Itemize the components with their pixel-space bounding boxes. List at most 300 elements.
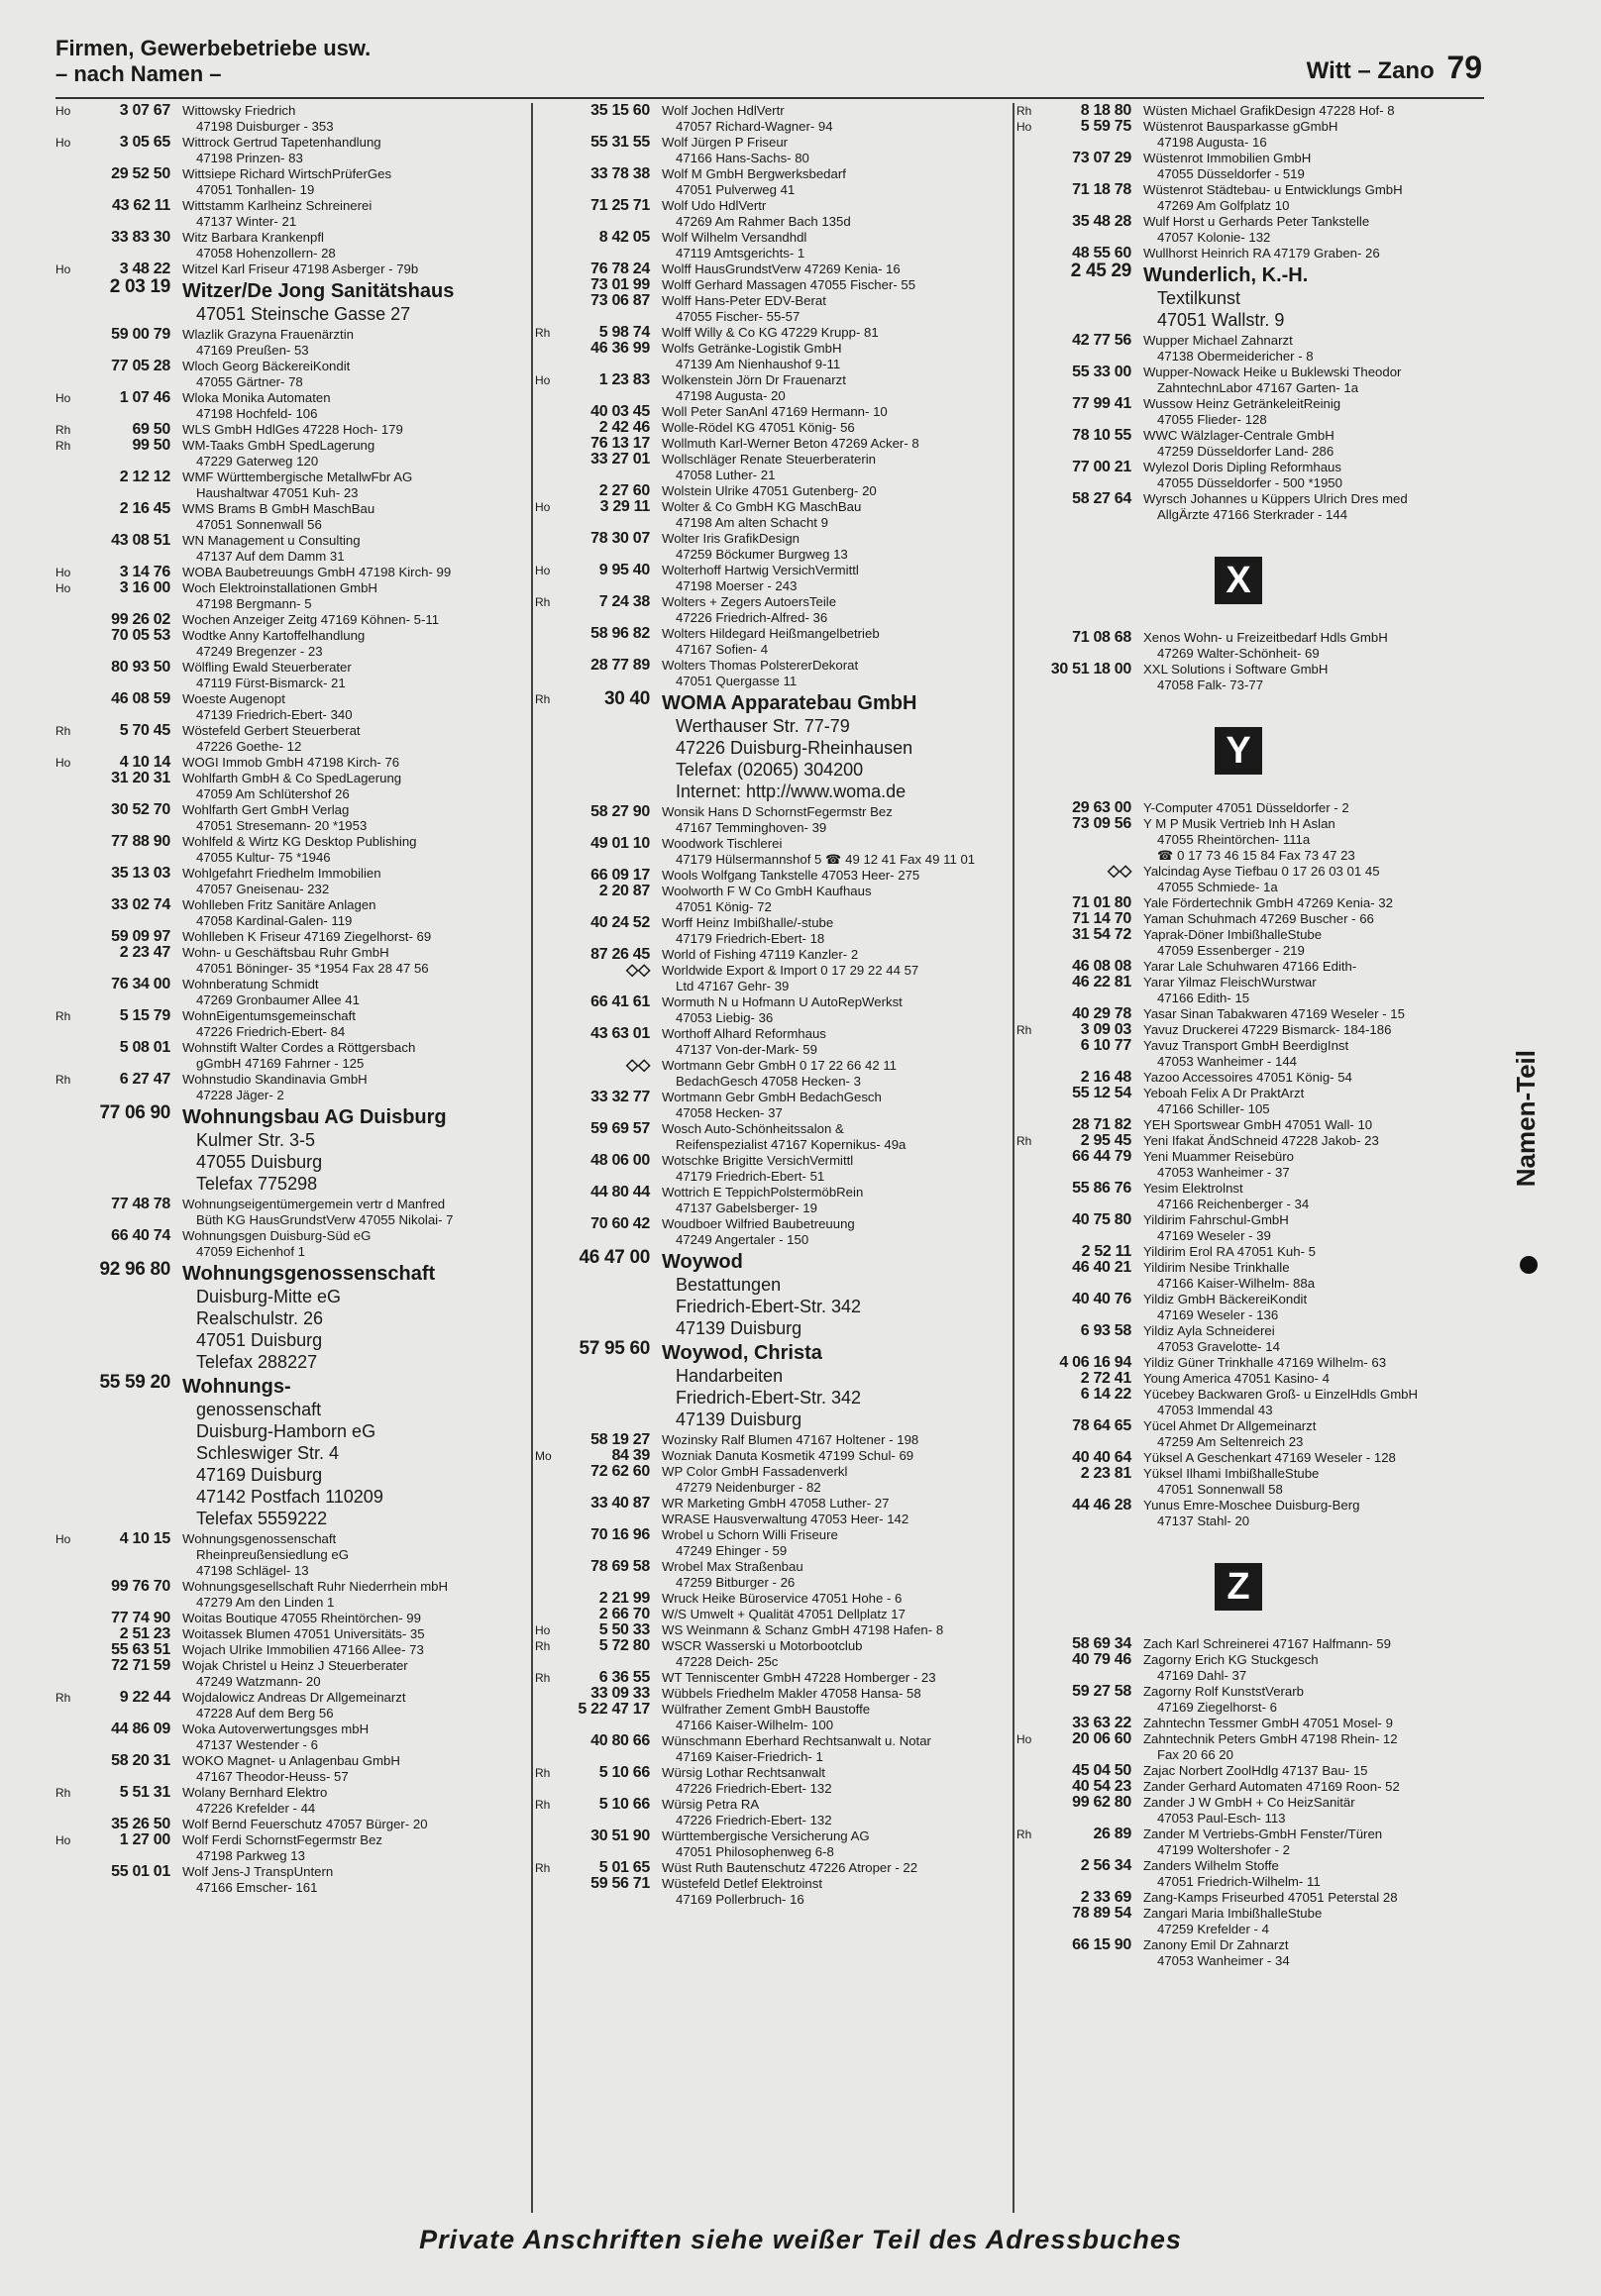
directory-entry [55, 834, 531, 866]
directory-entry [1016, 1652, 1482, 1684]
district-code: Rh [55, 724, 71, 738]
entry-text [1143, 428, 1482, 460]
entry-name: WMF Württembergische MetallwFbr AG [182, 470, 413, 484]
entry-address: Friedrich-Ebert-Str. 342 [676, 1297, 862, 1316]
entry-name: Zagorny Erich KG Stuckgesch [1143, 1652, 1319, 1667]
directory-entry [1016, 1212, 1482, 1244]
entry-name: Wolter & Co GmbH KG MaschBau [662, 499, 862, 514]
entry-text [182, 1197, 531, 1228]
entry-text [1143, 1117, 1482, 1133]
entry-text [182, 390, 531, 422]
entry-name: Yildiz Ayla Schneiderei [1143, 1323, 1275, 1338]
directory-entry [1016, 630, 1482, 662]
entry-name: Zahntechn Tessmer GmbH 47051 Mosel- 9 [1143, 1716, 1393, 1730]
entry-text [662, 1860, 1011, 1876]
entry-address: 47167 Temminghoven- 39 [676, 820, 827, 835]
entry-text [182, 977, 531, 1008]
entry-text [182, 1072, 531, 1103]
entry-text [1143, 975, 1482, 1006]
entry-address: 47055 Düsseldorfer - 500 *1950 [1157, 475, 1342, 490]
phone-number: 5 22 47 17 [578, 1701, 650, 1718]
entry-name: Yüksel A Geschenkart 47169 Weseler - 128 [1143, 1450, 1396, 1465]
directory-entry [535, 499, 1011, 531]
phone-number: 2 45 29 [1070, 261, 1131, 281]
directory-entry [535, 594, 1011, 626]
phone-number: 33 63 22 [1072, 1715, 1131, 1731]
directory-entry [55, 261, 531, 277]
directory-entry [1016, 1181, 1482, 1212]
entry-address: Reifenspezialist 47167 Kopernikus- 49a [676, 1137, 907, 1152]
phone-number: 26 89 [1093, 1826, 1131, 1842]
entry-address: 47249 Bregenzer - 23 [196, 644, 323, 659]
entry-name: WOMA Apparatebau GmbH [662, 692, 917, 714]
phone-number: 2 56 34 [1080, 1857, 1131, 1874]
phone-number: 2 23 81 [1080, 1465, 1131, 1482]
entry-name: WSCR Wasserski u Motorbootclub [662, 1638, 863, 1653]
entry-address: 47226 Friedrich-Ebert- 84 [196, 1024, 346, 1039]
phone-number: 78 64 65 [1072, 1417, 1131, 1434]
phone-number: 71 18 78 [1072, 181, 1131, 198]
directory-entry [535, 1496, 1011, 1512]
entry-name: Wohlfarth Gert GmbH Verlag [182, 802, 350, 817]
phone-number: 55 01 01 [111, 1863, 170, 1880]
directory-entry [55, 565, 531, 580]
directory-entry [55, 929, 531, 945]
directory-entry [535, 1702, 1011, 1733]
entry-text [1143, 662, 1482, 693]
district-code: Rh [55, 1073, 71, 1087]
entry-name: YEH Sportswear GmbH 47051 Wall- 10 [1143, 1117, 1373, 1132]
entry-address: 47226 Duisburg-Rheinhausen [676, 738, 913, 758]
entry-name: Wüst Ruth Bautenschutz 47226 Atroper - 22 [662, 1860, 918, 1875]
directory-entry [535, 1090, 1011, 1121]
entry-text [662, 198, 1011, 230]
district-code: Rh [535, 1671, 551, 1685]
entry-name: Wylezol Doris Dipling Reformhaus [1143, 460, 1341, 474]
phone-number: 59 69 57 [590, 1120, 650, 1137]
entry-name: WOBA Baubetreuungs GmbH 47198 Kirch- 99 [182, 565, 452, 579]
directory-entry [1016, 1795, 1482, 1826]
phone-number: 69 50 [132, 421, 170, 438]
phone-number: 40 40 64 [1072, 1449, 1131, 1466]
entry-name: Yildirim Fahrschul-GmbH [1143, 1212, 1289, 1227]
entry-name: Wohlleben K Friseur 47169 Ziegelhorst- 69 [182, 929, 432, 944]
directory-entry [55, 1753, 531, 1785]
section-letter: Z [1215, 1563, 1262, 1611]
entry-text [662, 1702, 1011, 1733]
entry-name: Wolany Bernhard Elektro [182, 1785, 328, 1800]
page-number: 79 [1446, 50, 1482, 85]
phone-number: 40 24 52 [590, 914, 650, 931]
directory-entry [1016, 263, 1482, 331]
entry-name: WP Color GmbH Fassadenverkl [662, 1464, 848, 1479]
phone-number: 2 12 12 [119, 469, 170, 485]
entry-name: Wolf Ferdi SchornstFegermstr Bez [182, 1832, 383, 1847]
entry-text [182, 945, 531, 977]
entry-address: 47259 Am Seltenreich 23 [1157, 1434, 1304, 1449]
directory-entry [535, 1828, 1011, 1860]
entry-address: 47053 Liebig- 36 [676, 1010, 774, 1025]
directory-column-2 [535, 103, 1011, 2213]
directory-entry [535, 1216, 1011, 1248]
entry-text [182, 1611, 531, 1626]
directory-entry [535, 658, 1011, 689]
phone-number: 87 26 45 [590, 946, 650, 963]
entry-text [662, 804, 1011, 836]
entry-name: Wolff HausGrundstVerw 47269 Kenia- 16 [662, 261, 901, 276]
entry-address: Schleswiger Str. 4 [196, 1443, 340, 1463]
entry-text [662, 436, 1011, 452]
directory-entry [1016, 151, 1482, 182]
entry-address: 47138 Obermeidericher - 8 [1157, 349, 1314, 364]
directory-entry [535, 1670, 1011, 1686]
entry-address: 47259 Düsseldorfer Land- 286 [1157, 444, 1334, 459]
entry-name: Wohn- u Geschäftsbau Ruhr GmbH [182, 945, 389, 960]
entry-text [662, 1638, 1011, 1670]
entry-name: Wottrich E TeppichPolstermöbRein [662, 1185, 864, 1200]
district-code: Mo [535, 1449, 552, 1463]
entry-name: Wollschläger Renate Steuerberaterin [662, 452, 877, 467]
entry-address: 47139 Duisburg [676, 1318, 802, 1338]
directory-entry [1016, 1450, 1482, 1466]
phone-number: 58 69 34 [1072, 1635, 1131, 1652]
entry-name: Wotschke Brigitte VersichVermittl [662, 1153, 854, 1168]
entry-text [662, 372, 1011, 404]
entry-address: 47058 Luther- 21 [676, 468, 776, 482]
entry-text [1143, 1006, 1482, 1022]
directory-entry [535, 884, 1011, 915]
entry-name: Wozinsky Ralf Blumen 47167 Holtener - 198 [662, 1432, 919, 1447]
entry-text [662, 868, 1011, 884]
entry-name: Yaman Schuhmach 47269 Buscher - 66 [1143, 911, 1374, 926]
entry-text [182, 1105, 531, 1195]
entry-address: Ltd 47167 Gehr- 39 [676, 979, 790, 993]
entry-text [662, 1512, 1011, 1527]
entry-text [662, 277, 1011, 293]
directory-entry [1016, 460, 1482, 491]
entry-name: Wojak Christel u Heinz J Steuerberater [182, 1658, 408, 1673]
phone-number: 40 03 45 [590, 403, 650, 420]
phone-number: 30 52 70 [111, 801, 170, 818]
district-code: Ho [55, 262, 71, 276]
entry-address: 47226 Krefelder - 44 [196, 1801, 316, 1816]
phone-number: 6 10 77 [1080, 1037, 1131, 1054]
entry-text [662, 230, 1011, 261]
entry-text [1143, 1418, 1482, 1450]
entry-text [1143, 1826, 1482, 1858]
phone-number: 99 62 80 [1072, 1794, 1131, 1811]
phone-number: ◇◇ [625, 962, 650, 979]
directory-entry [1016, 1387, 1482, 1418]
entry-name: Wöstefeld Gerbert Steuerberat [182, 723, 361, 738]
phone-number: 57 95 60 [579, 1338, 650, 1359]
entry-text [1143, 1906, 1482, 1937]
entry-text [182, 755, 531, 771]
district-code: Rh [535, 326, 551, 340]
entry-name: Wolf Bernd Feuerschutz 47057 Bürger- 20 [182, 1817, 428, 1831]
entry-address: 47051 Wallstr. 9 [1157, 310, 1285, 330]
column-divider [1013, 103, 1014, 2213]
running-header-left [55, 36, 371, 87]
entry-name: Zanders Wilhelm Stoffe [1143, 1858, 1279, 1873]
entry-text [182, 565, 531, 580]
entry-text [662, 341, 1011, 372]
entry-address: Werthauser Str. 77-79 [676, 716, 850, 736]
entry-text [1143, 1212, 1482, 1244]
entry-address: 47051 Pulverweg 41 [676, 182, 796, 197]
phone-number: 76 78 24 [590, 261, 650, 277]
phone-number: 70 16 96 [590, 1526, 650, 1543]
entry-address: 47057 Gneisenau- 232 [196, 882, 330, 896]
entry-name: Wolle-Rödel KG 47051 König- 56 [662, 420, 855, 435]
entry-address: 47059 Am Schlütershof 26 [196, 786, 350, 801]
entry-address: 47166 Reichenberger - 34 [1157, 1197, 1310, 1211]
directory-entry [55, 1072, 531, 1103]
entry-name: Wupper Michael Zahnarzt [1143, 333, 1293, 348]
phone-number: 35 15 60 [590, 103, 650, 119]
entry-text [1143, 800, 1482, 816]
phone-number: 3 14 76 [119, 564, 170, 580]
header-line-1: Firmen, Gewerbebetriebe usw. [55, 36, 372, 60]
entry-address: 47166 Kaiser-Wilhelm- 100 [676, 1718, 834, 1732]
entry-name: Zang-Kamps Friseurbed 47051 Peterstal 28 [1143, 1890, 1398, 1905]
entry-address: 47053 Wanheimer - 144 [1157, 1054, 1297, 1069]
entry-text [1143, 1133, 1482, 1149]
entry-name: Witzel Karl Friseur 47198 Asberger - 79b [182, 261, 419, 276]
entry-name: Zander Gerhard Automaten 47169 Roon- 52 [1143, 1779, 1400, 1794]
entry-name: Wolff Hans-Peter EDV-Berat [662, 293, 826, 308]
entry-address: Telefax (02065) 304200 [676, 760, 864, 780]
directory-entry [55, 1579, 531, 1611]
entry-name: Wohnungsgesellschaft Ruhr Niederrhein mbH [182, 1579, 449, 1594]
entry-name: Yildirim Erol RA 47051 Kuh- 5 [1143, 1244, 1316, 1259]
directory-entry [55, 1658, 531, 1690]
phone-number: 78 69 58 [590, 1558, 650, 1575]
entry-name: Yeni Ifakat ÄndSchneid 47228 Jakob- 23 [1143, 1133, 1379, 1148]
entry-name: Wohnungsgenossenschaft [182, 1531, 337, 1546]
phone-number: 5 72 80 [598, 1637, 650, 1654]
directory-entry [535, 626, 1011, 658]
entry-name: Wolf Udo HdlVertr [662, 198, 767, 213]
entry-name: Wolf Wilhelm Versandhdl [662, 230, 807, 245]
entry-address: 47269 Walter-Schönheit- 69 [1157, 646, 1320, 661]
entry-name: Wrobel u Schorn Willi Friseure [662, 1527, 838, 1542]
entry-text [662, 915, 1011, 947]
directory-entry [535, 531, 1011, 563]
district-code: Ho [55, 104, 71, 118]
entry-name: Yüksel Ilhami ImbißhalleStube [1143, 1466, 1320, 1481]
phone-number: 77 48 78 [111, 1196, 170, 1212]
directory-entry [55, 422, 531, 438]
entry-name: Woodwork Tischlerei [662, 836, 783, 851]
entry-name: Wohlgefahrt Friedhelm Immobilien [182, 866, 381, 881]
phone-number: 76 13 17 [590, 435, 650, 452]
entry-text [1143, 1763, 1482, 1779]
district-code: Rh [1016, 104, 1032, 118]
phone-number: 84 39 [611, 1447, 650, 1464]
entry-address: 47279 Am den Linden 1 [196, 1595, 335, 1610]
entry-text [1143, 1937, 1482, 1969]
phone-number: 55 33 00 [1072, 364, 1131, 380]
directory-entry [55, 945, 531, 977]
entry-name: Zander M Vertriebs-GmbH Fenster/Türen [1143, 1826, 1383, 1841]
entry-text [182, 612, 531, 628]
entry-text [182, 533, 531, 565]
entry-text [182, 327, 531, 359]
entry-text [662, 963, 1011, 994]
directory-entry [55, 977, 531, 1008]
directory-entry [55, 1531, 531, 1579]
directory-entry [535, 1153, 1011, 1185]
entry-text [182, 261, 531, 277]
phone-number: 78 89 54 [1072, 1905, 1131, 1922]
phone-number: 31 54 72 [1072, 926, 1131, 943]
phone-number: 99 50 [132, 437, 170, 454]
directory-entry [1016, 1731, 1482, 1763]
phone-number: 2 21 99 [598, 1590, 650, 1607]
directory-entry [535, 1432, 1011, 1448]
entry-text [662, 1686, 1011, 1702]
entry-text [662, 1876, 1011, 1908]
entry-name: Wochen Anzeiger Zeitg 47169 Köhnen- 5-11 [182, 612, 440, 627]
entry-address: 47169 Weseler - 39 [1157, 1228, 1271, 1243]
directory-entry [1016, 1763, 1482, 1779]
entry-address: 47055 Duisburg [196, 1152, 323, 1172]
entry-text [1143, 1323, 1482, 1355]
entry-name: Woitas Boutique 47055 Rheintörchen- 99 [182, 1611, 421, 1625]
entry-address: 47053 Paul-Esch- 113 [1157, 1811, 1286, 1826]
phone-number: ◇◇ [1107, 863, 1131, 880]
phone-number: 55 86 76 [1072, 1180, 1131, 1197]
entry-address: Haushaltwar 47051 Kuh- 23 [196, 485, 359, 500]
entry-text [662, 166, 1011, 198]
entry-name: W/S Umwelt + Qualität 47051 Dellplatz 17 [662, 1607, 906, 1621]
entry-name: Wolters Hildegard Heißmangelbetrieb [662, 626, 880, 641]
entry-text [1143, 1260, 1482, 1292]
page-footer: Private Anschriften siehe weißer Teil des Adressbuches [419, 2225, 1182, 2254]
directory-entry [1016, 959, 1482, 975]
directory-entry [1016, 1371, 1482, 1387]
phone-number: 66 09 17 [590, 867, 650, 884]
entry-text [1143, 1244, 1482, 1260]
directory-entry [1016, 1498, 1482, 1529]
entry-text [662, 1090, 1011, 1121]
directory-entry [535, 1185, 1011, 1216]
directory-entry [55, 1642, 531, 1658]
entry-name: WMS Brams B GmbH MaschBau [182, 501, 375, 516]
phone-number: 2 03 19 [109, 276, 170, 297]
entry-name: Wüsten Michael GrafikDesign 47228 Hof- 8 [1143, 103, 1395, 118]
phone-number: 55 63 51 [111, 1641, 170, 1658]
entry-text [182, 1626, 531, 1642]
directory-entry [55, 390, 531, 422]
directory-entry [1016, 911, 1482, 927]
entry-text [1143, 1292, 1482, 1323]
entry-name: Wohnungseigentümergemein vertr d Manfred [182, 1197, 446, 1211]
directory-entry [1016, 1937, 1482, 1969]
entry-text [662, 658, 1011, 689]
entry-address: Telefax 5559222 [196, 1509, 328, 1528]
entry-name: Xenos Wohn- u Freizeitbedarf Hdls GmbH [1143, 630, 1388, 645]
entry-name: Wodtke Anny Kartoffelhandlung [182, 628, 366, 643]
entry-text [662, 135, 1011, 166]
district-code: Rh [55, 439, 71, 453]
district-code: Ho [55, 756, 71, 770]
phone-number: 28 77 89 [590, 657, 650, 674]
entry-text [1143, 1450, 1482, 1466]
phone-number: 59 27 58 [1072, 1683, 1131, 1700]
phone-number: 78 10 55 [1072, 427, 1131, 444]
phone-number: 76 34 00 [111, 976, 170, 992]
entry-address: 47055 Schmiede- 1a [1157, 880, 1278, 894]
entry-text [1143, 1858, 1482, 1890]
phone-number: 20 06 60 [1072, 1730, 1131, 1747]
phone-number: ◇◇ [625, 1057, 650, 1074]
phone-number: 29 63 00 [1072, 799, 1131, 816]
directory-entry [1016, 1086, 1482, 1117]
directory-entry [535, 166, 1011, 198]
phone-number: 35 26 50 [111, 1816, 170, 1832]
entry-text [1143, 1636, 1482, 1652]
entry-name: Worthoff Alhard Reformhaus [662, 1026, 826, 1041]
district-code: Ho [55, 391, 71, 405]
entry-text [662, 1432, 1011, 1448]
directory-entry [1016, 1418, 1482, 1450]
entry-address: Internet: http://www.woma.de [676, 782, 907, 801]
phone-number: 29 52 50 [111, 165, 170, 182]
directory-entry [1016, 1858, 1482, 1890]
entry-address: 47166 Emscher- 161 [196, 1880, 318, 1895]
phone-number: 45 04 50 [1072, 1762, 1131, 1779]
entry-text [1143, 1716, 1482, 1731]
entry-address: 47051 Friedrich-Wilhelm- 11 [1157, 1874, 1321, 1889]
directory-entry [535, 261, 1011, 277]
phone-number: 2 72 41 [1080, 1370, 1131, 1387]
directory-entry [55, 327, 531, 359]
phone-number: 66 15 90 [1072, 1936, 1131, 1953]
entry-text [182, 438, 531, 470]
entry-text [662, 452, 1011, 483]
entry-address: 47055 Rheintörchen- 111a [1157, 832, 1311, 847]
entry-address: 47249 Ehinger - 59 [676, 1543, 788, 1558]
entry-text [662, 499, 1011, 531]
entry-text [182, 1008, 531, 1040]
district-code: Rh [55, 1786, 71, 1800]
directory-entry [55, 1228, 531, 1260]
entry-text [662, 1448, 1011, 1464]
phone-number: 78 30 07 [590, 530, 650, 547]
entry-address: Büth KG HausGrundstVerw 47055 Nikolai- 7 [196, 1212, 454, 1227]
phone-number: 40 80 66 [590, 1732, 650, 1749]
entry-name: Würsig Petra RA [662, 1797, 760, 1812]
directory-entry [535, 1527, 1011, 1559]
district-code: Rh [535, 1639, 551, 1653]
phone-number: 3 07 67 [119, 103, 170, 119]
district-code: Rh [1016, 1134, 1032, 1148]
phone-number: 77 05 28 [111, 358, 170, 374]
district-code: Ho [55, 136, 71, 150]
entry-name: Zander J W GmbH + Co HeizSanitär [1143, 1795, 1355, 1810]
entry-text [1143, 1731, 1482, 1763]
entry-address: 47279 Neidenburger - 82 [676, 1480, 821, 1495]
entry-text [1143, 214, 1482, 246]
entry-address: 47051 Philosophenweg 6-8 [676, 1844, 834, 1859]
phone-number: 2 33 69 [1080, 1889, 1131, 1906]
directory-entry [535, 1448, 1011, 1464]
entry-text [182, 230, 531, 261]
phone-number: 2 42 46 [598, 419, 650, 436]
entry-name: Wolf M GmbH Bergwerksbedarf [662, 166, 846, 181]
